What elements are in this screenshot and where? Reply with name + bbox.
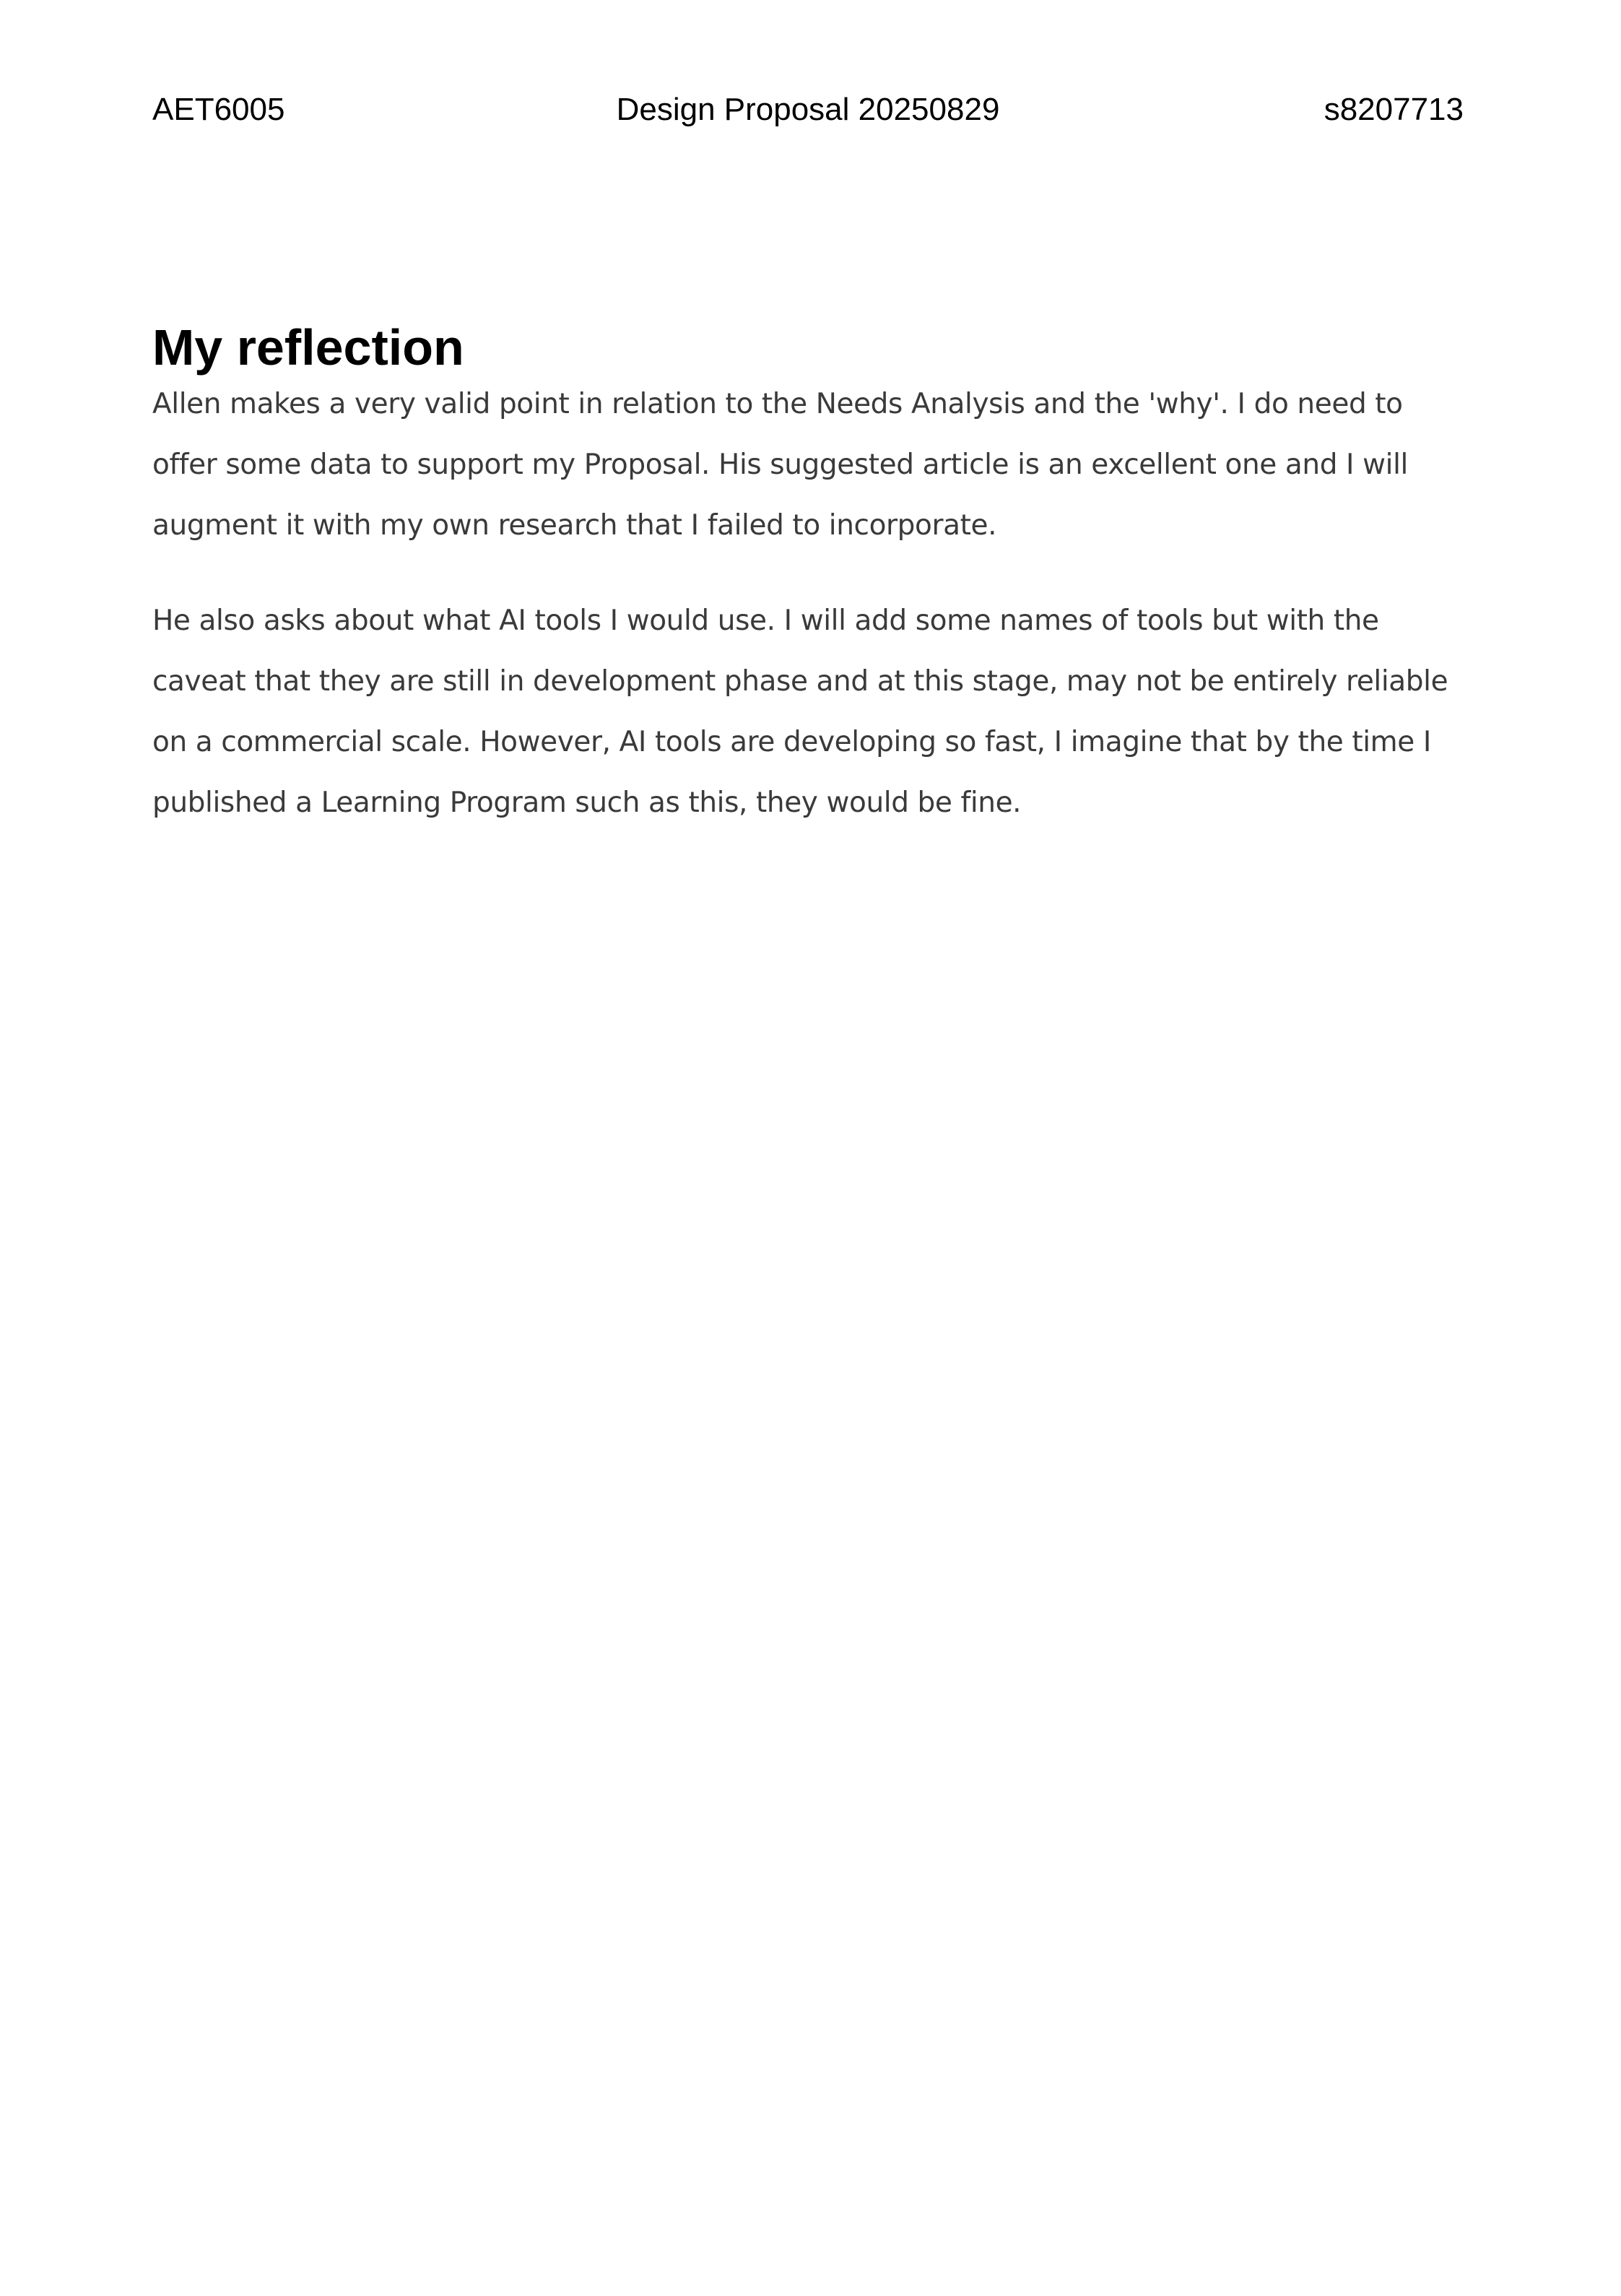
paragraph: He also asks about what AI tools I would use. I will add some names of tools but with the caveat that they are still in development phase and at this stage, may not be entirely reliable on a commercial scale. However, AI tools are developing so fast, I imagine that by the time I published a Learning Program such as this, they would be fine. bbox=[152, 605, 1448, 819]
page-header bbox=[152, 88, 1464, 131]
course-code: AET6005 bbox=[152, 92, 285, 127]
document-title: Design Proposal 20250829 bbox=[616, 92, 1000, 127]
paragraph: Allen makes a very valid point in relation to the Needs Analysis and the 'why'. I do need to offer some data to support my Proposal. His suggested article is an excellent one and I will augment it with my own research that I failed to incorporate. bbox=[152, 388, 1408, 542]
reflection-section bbox=[152, 315, 1464, 833]
student-id: s8207713 bbox=[1324, 92, 1464, 127]
section-heading: My reflection bbox=[152, 319, 464, 376]
